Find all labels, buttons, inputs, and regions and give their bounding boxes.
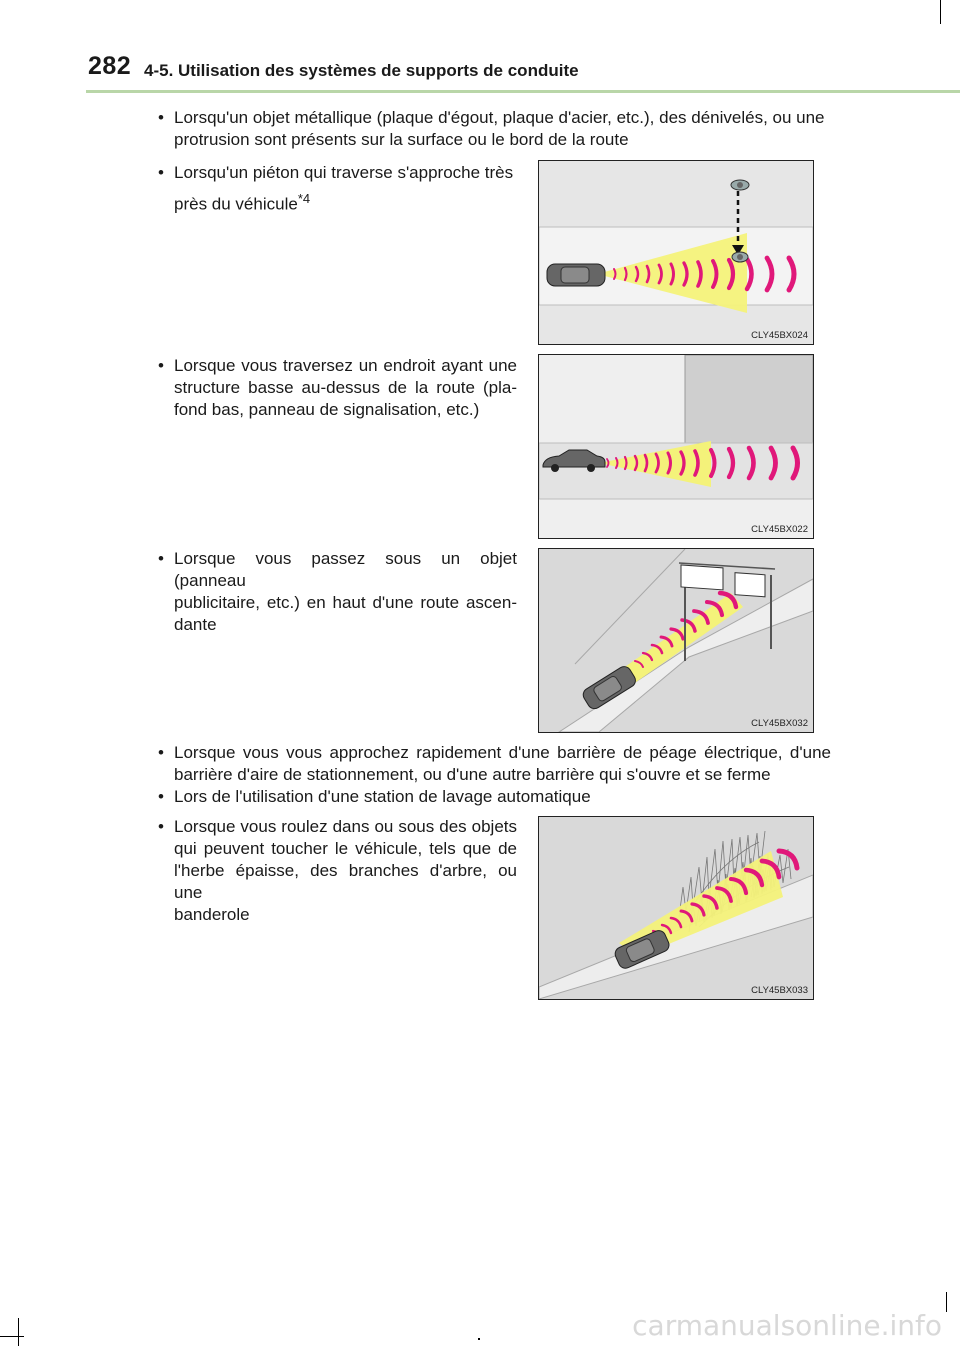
page-number: 282 — [88, 52, 132, 80]
section-title: 4-5. Utilisation des systèmes de supports de conduite — [144, 61, 579, 80]
bullet-line: banderole — [174, 905, 250, 924]
bullet-line: barrière d'aire de stationnement, ou d'une autre barrière qui s'ouvre et se ferme — [174, 765, 771, 784]
bullet-line: protrusion sont présents sur la surface ou le bord de la route — [174, 130, 629, 149]
bullet-marker: • — [158, 549, 164, 568]
bullet-line: Lors de l'utilisation d'une station de lavage automatique — [174, 787, 591, 806]
bullet-line: Lorsque vous traversez un endroit ayant une — [174, 356, 517, 375]
bullet-item-pedestrian — [158, 162, 519, 216]
bullet-line: dante — [174, 615, 217, 634]
bullet-marker: • — [158, 108, 164, 127]
bullet-marker: • — [158, 356, 164, 375]
figure-tall-grass-illustration — [539, 817, 813, 999]
bullet-line: Lorsque vous vous approchez rapidement d'une barrière de péage électrique, d'une — [174, 743, 831, 762]
crop-mark — [478, 1338, 480, 1340]
bullet-line: structure basse au-dessus de la route (pla- — [174, 378, 517, 397]
bullet-line: qui peuvent toucher le véhicule, tels que de — [174, 839, 517, 858]
figure-code: CLY45BX032 — [751, 718, 808, 729]
bullet-marker: • — [158, 163, 164, 182]
bullet-marker: • — [158, 743, 164, 762]
watermark-text: carmanualsonline.info — [632, 1309, 942, 1342]
figure-low-structure-illustration — [539, 355, 813, 538]
bullet-line — [174, 188, 519, 216]
bullet-item-grass-branches — [158, 816, 517, 926]
figure-pedestrian-illustration — [539, 161, 813, 344]
crop-mark — [0, 1336, 24, 1337]
bullet-line: Lorsqu'un objet métallique (plaque d'égout, plaque d'acier, etc.), des dénivelés, ou une — [174, 108, 825, 127]
figure-code: CLY45BX024 — [751, 330, 808, 341]
bullet-line: Lorsqu'un piéton qui traverse s'approche très — [174, 163, 514, 182]
bullet-item-low-structure — [158, 355, 517, 421]
figure-pedestrian-crossing — [538, 160, 814, 345]
bullet-item-overhead-sign — [158, 548, 517, 636]
bullet-line: fond bas, panneau de signalisation, etc.) — [174, 400, 480, 419]
figure-uphill-sign-illustration — [539, 549, 813, 732]
crop-mark — [18, 1318, 19, 1346]
header-rule — [86, 90, 960, 93]
bullet-line: publicitaire, etc.) en haut d'une route ascen- — [174, 593, 517, 612]
footnote-reference: *4 — [297, 191, 311, 206]
figure-code: CLY45BX022 — [751, 524, 808, 535]
bullet-line: Lorsque vous passez sous un objet (panneau — [174, 549, 517, 590]
crop-mark — [946, 1292, 947, 1312]
figure-low-structure — [538, 354, 814, 539]
car-icon — [547, 264, 605, 286]
figure-uphill-sign — [538, 548, 814, 733]
bullet-item-car-wash — [158, 786, 831, 808]
bullet-marker: • — [158, 787, 164, 806]
bullet-marker: • — [158, 817, 164, 836]
bullet-item-barrier — [158, 742, 831, 786]
crop-mark — [940, 0, 941, 24]
bullet-item-metal-object — [158, 107, 834, 151]
bullet-text-span: près du véhicule — [174, 194, 298, 214]
bullet-line: l'herbe épaisse, des branches d'arbre, ou une — [174, 861, 517, 902]
figure-code: CLY45BX033 — [751, 985, 808, 996]
figure-tall-grass — [538, 816, 814, 1000]
bullet-line: Lorsque vous roulez dans ou sous des objets — [174, 817, 517, 836]
